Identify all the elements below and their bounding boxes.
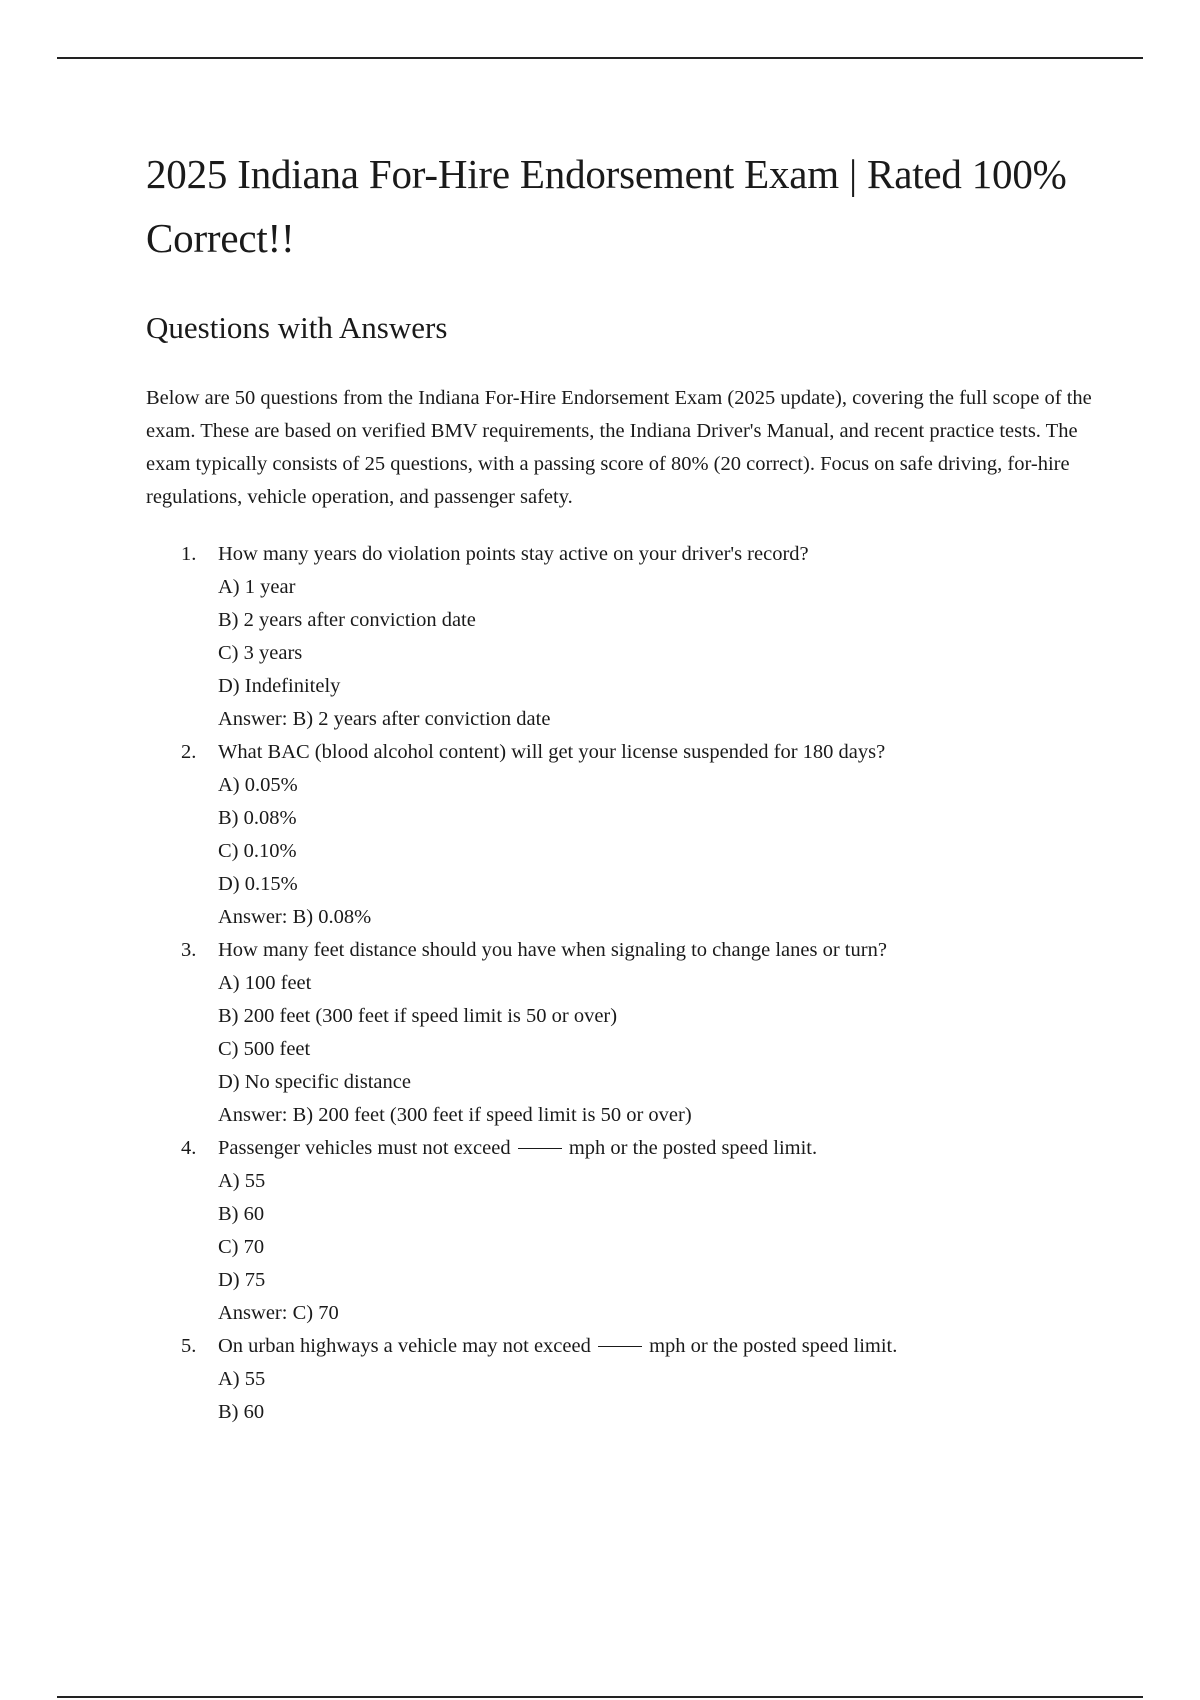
bottom-divider	[57, 1696, 1143, 1698]
question-text	[218, 1132, 1096, 1165]
question-number: 4.	[181, 1137, 197, 1159]
answer-option: A) 55	[218, 1170, 266, 1192]
question-text-before-blank: On urban highways a vehicle may not exceed	[218, 1335, 591, 1357]
question-text-after-blank: mph or the posted speed limit.	[568, 1137, 818, 1159]
answer-option: A) 55	[218, 1368, 266, 1390]
answer-option: D) 75	[218, 1269, 266, 1291]
answer-option: B) 2 years after conviction date	[218, 609, 476, 631]
question-item	[146, 538, 1096, 736]
correct-answer: Answer: B) 200 feet (300 feet if speed limit is 50 or over)	[218, 1104, 692, 1126]
question-number: 5.	[181, 1335, 197, 1357]
document-body	[146, 142, 1096, 1429]
answer-option: B) 0.08%	[218, 807, 297, 829]
correct-answer: Answer: C) 70	[218, 1302, 339, 1324]
document-title: 2025 Indiana For-Hire Endorsement Exam | Rated 100% Correct!!	[146, 151, 1067, 261]
answer-option: A) 1 year	[218, 576, 296, 598]
answer-option: B) 60	[218, 1203, 265, 1225]
question-item	[146, 1330, 1096, 1429]
question-item	[146, 1132, 1096, 1330]
answer-option: C) 70	[218, 1236, 265, 1258]
fill-in-blank	[518, 1148, 562, 1149]
question-text-after-blank: mph or the posted speed limit.	[649, 1335, 898, 1357]
question-text: How many feet distance should you have when signaling to change lanes or turn?	[218, 939, 887, 961]
fill-in-blank	[598, 1346, 642, 1347]
section-heading: Questions with Answers	[146, 310, 448, 345]
question-list	[146, 538, 1096, 1429]
correct-answer: Answer: B) 2 years after conviction date	[218, 708, 551, 730]
answer-option: A) 100 feet	[218, 972, 312, 994]
question-number: 2.	[181, 741, 197, 763]
question-text	[218, 1330, 1096, 1363]
intro-paragraph: Below are 50 questions from the Indiana For-Hire Endorsement Exam (2025 update), covering the full scope of the exam. These are based on verified BMV requirements, the Indiana Driver's Manual, and recent practice tests. The exam typically consists of 25 questions, with a passing score of 80% (20 correct). Focus on safe driving, for-hire regulations, vehicle operation, and passenger safety.	[146, 387, 1092, 508]
question-text: What BAC (blood alcohol content) will get your license suspended for 180 days?	[218, 741, 886, 763]
correct-answer: Answer: B) 0.08%	[218, 906, 372, 928]
question-number: 3.	[181, 939, 197, 961]
answer-option: D) Indefinitely	[218, 675, 341, 697]
answer-option: B) 200 feet (300 feet if speed limit is 50 or over)	[218, 1005, 618, 1027]
answer-option: A) 0.05%	[218, 774, 298, 796]
answer-option: D) No specific distance	[218, 1071, 411, 1093]
question-text-before-blank: Passenger vehicles must not exceed	[218, 1137, 511, 1159]
question-number: 1.	[181, 543, 197, 565]
top-divider	[57, 57, 1143, 59]
answer-option: C) 3 years	[218, 642, 303, 664]
answer-option: D) 0.15%	[218, 873, 298, 895]
question-text: How many years do violation points stay active on your driver's record?	[218, 543, 809, 565]
answer-option: B) 60	[218, 1401, 265, 1423]
question-item	[146, 934, 1096, 1132]
question-item	[146, 736, 1096, 934]
answer-option: C) 500 feet	[218, 1038, 311, 1060]
answer-option: C) 0.10%	[218, 840, 297, 862]
